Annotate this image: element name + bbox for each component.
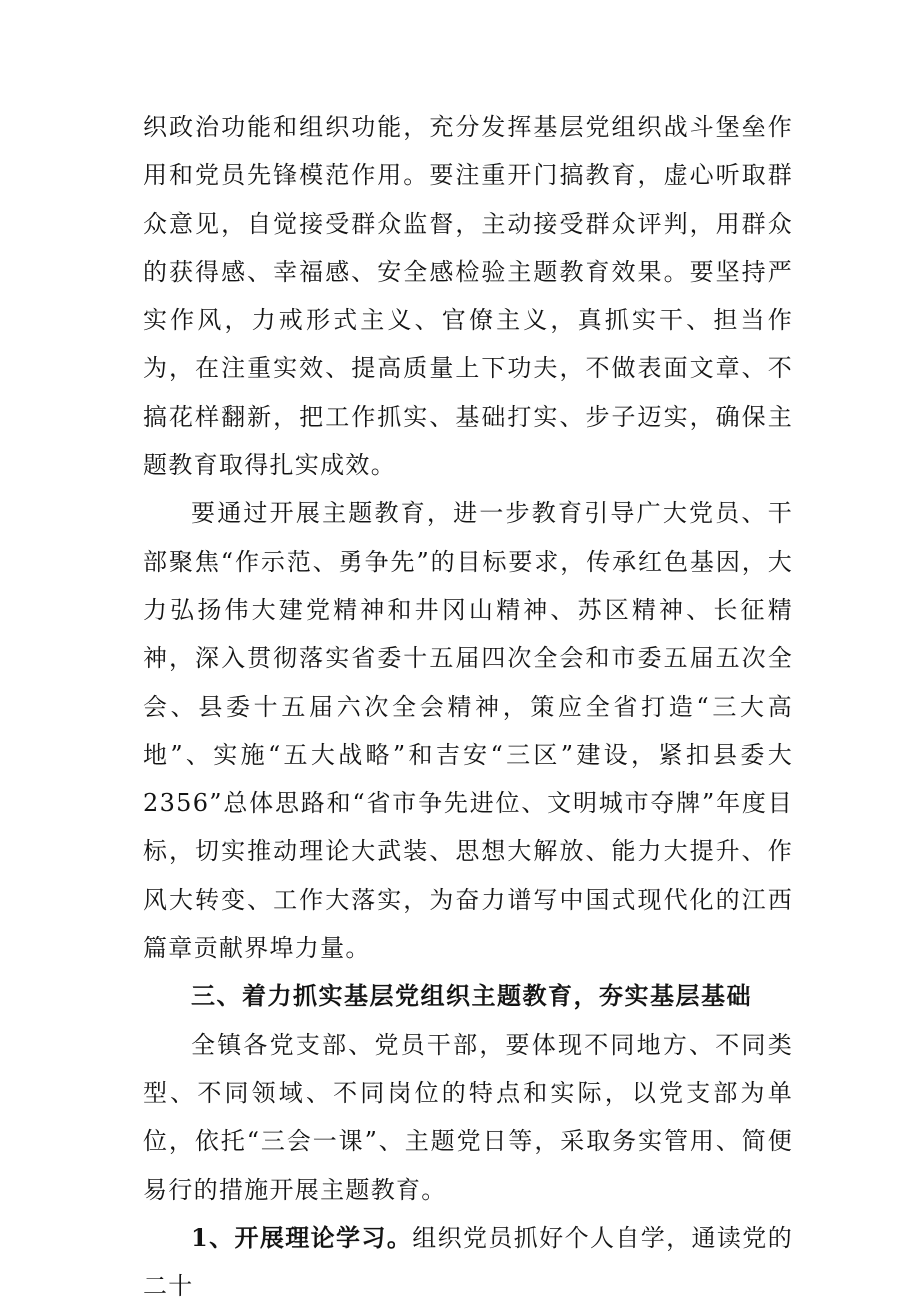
paragraph-continuation: 织政治功能和组织功能，充分发挥基层党组织战斗堡垒作用和党员先锋模范作用。要注重开门搞教育，虚心听取群众意见，自觉接受群众监督，主动接受群众评判，用群众的获得感、幸福感、安全感检验主题教育效果。要坚持严实作风，力戒形式主义、官僚主义，真抓实干、担当作为，在注重实效、提高质量上下功夫，不做表面文章、不搞花样翻新，把工作抓实、基础打实、步子迈实，确保主题教育取得扎实成效。: [143, 113, 793, 480]
list-item-text: 组织党员抓好个人自学，通读党的二十: [143, 1223, 793, 1301]
paragraph-theme-education-goals: 要通过开展主题教育，进一步教育引导广大党员、干部聚焦“作示范、勇争先”的目标要求，传承红色基因，大力弘扬伟大建党精神和井冈山精神、苏区精神、长征精神，深入贯彻落实省委十五届四次全会和市委五届五次全会、县委十五届六次全会精神，策应全省打造“三大高地”、实施“五大战略”和吉安“三区”建设，紧扣县委大2356”总体思路和“省市争先进位、文明城市夺牌”年度目标，切实推动理论大武装、思想大解放、能力大提升、作风大转变、工作大落实，为奋力谱写中国式现代化的江西篇章贡献界埠力量。: [143, 499, 793, 963]
list-item-theory-study: [143, 1214, 793, 1310]
paragraph-branch-requirements: 全镇各党支部、党员干部，要体现不同地方、不同类型、不同领域、不同岗位的特点和实际，以党支部为单位，依托“三会一课”、主题党日等，采取务实管用、简便易行的措施开展主题教育。: [143, 1030, 793, 1204]
section-heading: 三、着力抓实基层党组织主题教育，夯实基层基础: [191, 981, 752, 1011]
list-item-lead: 1、开展理论学习。: [191, 1222, 413, 1252]
document-body: [143, 103, 793, 1310]
